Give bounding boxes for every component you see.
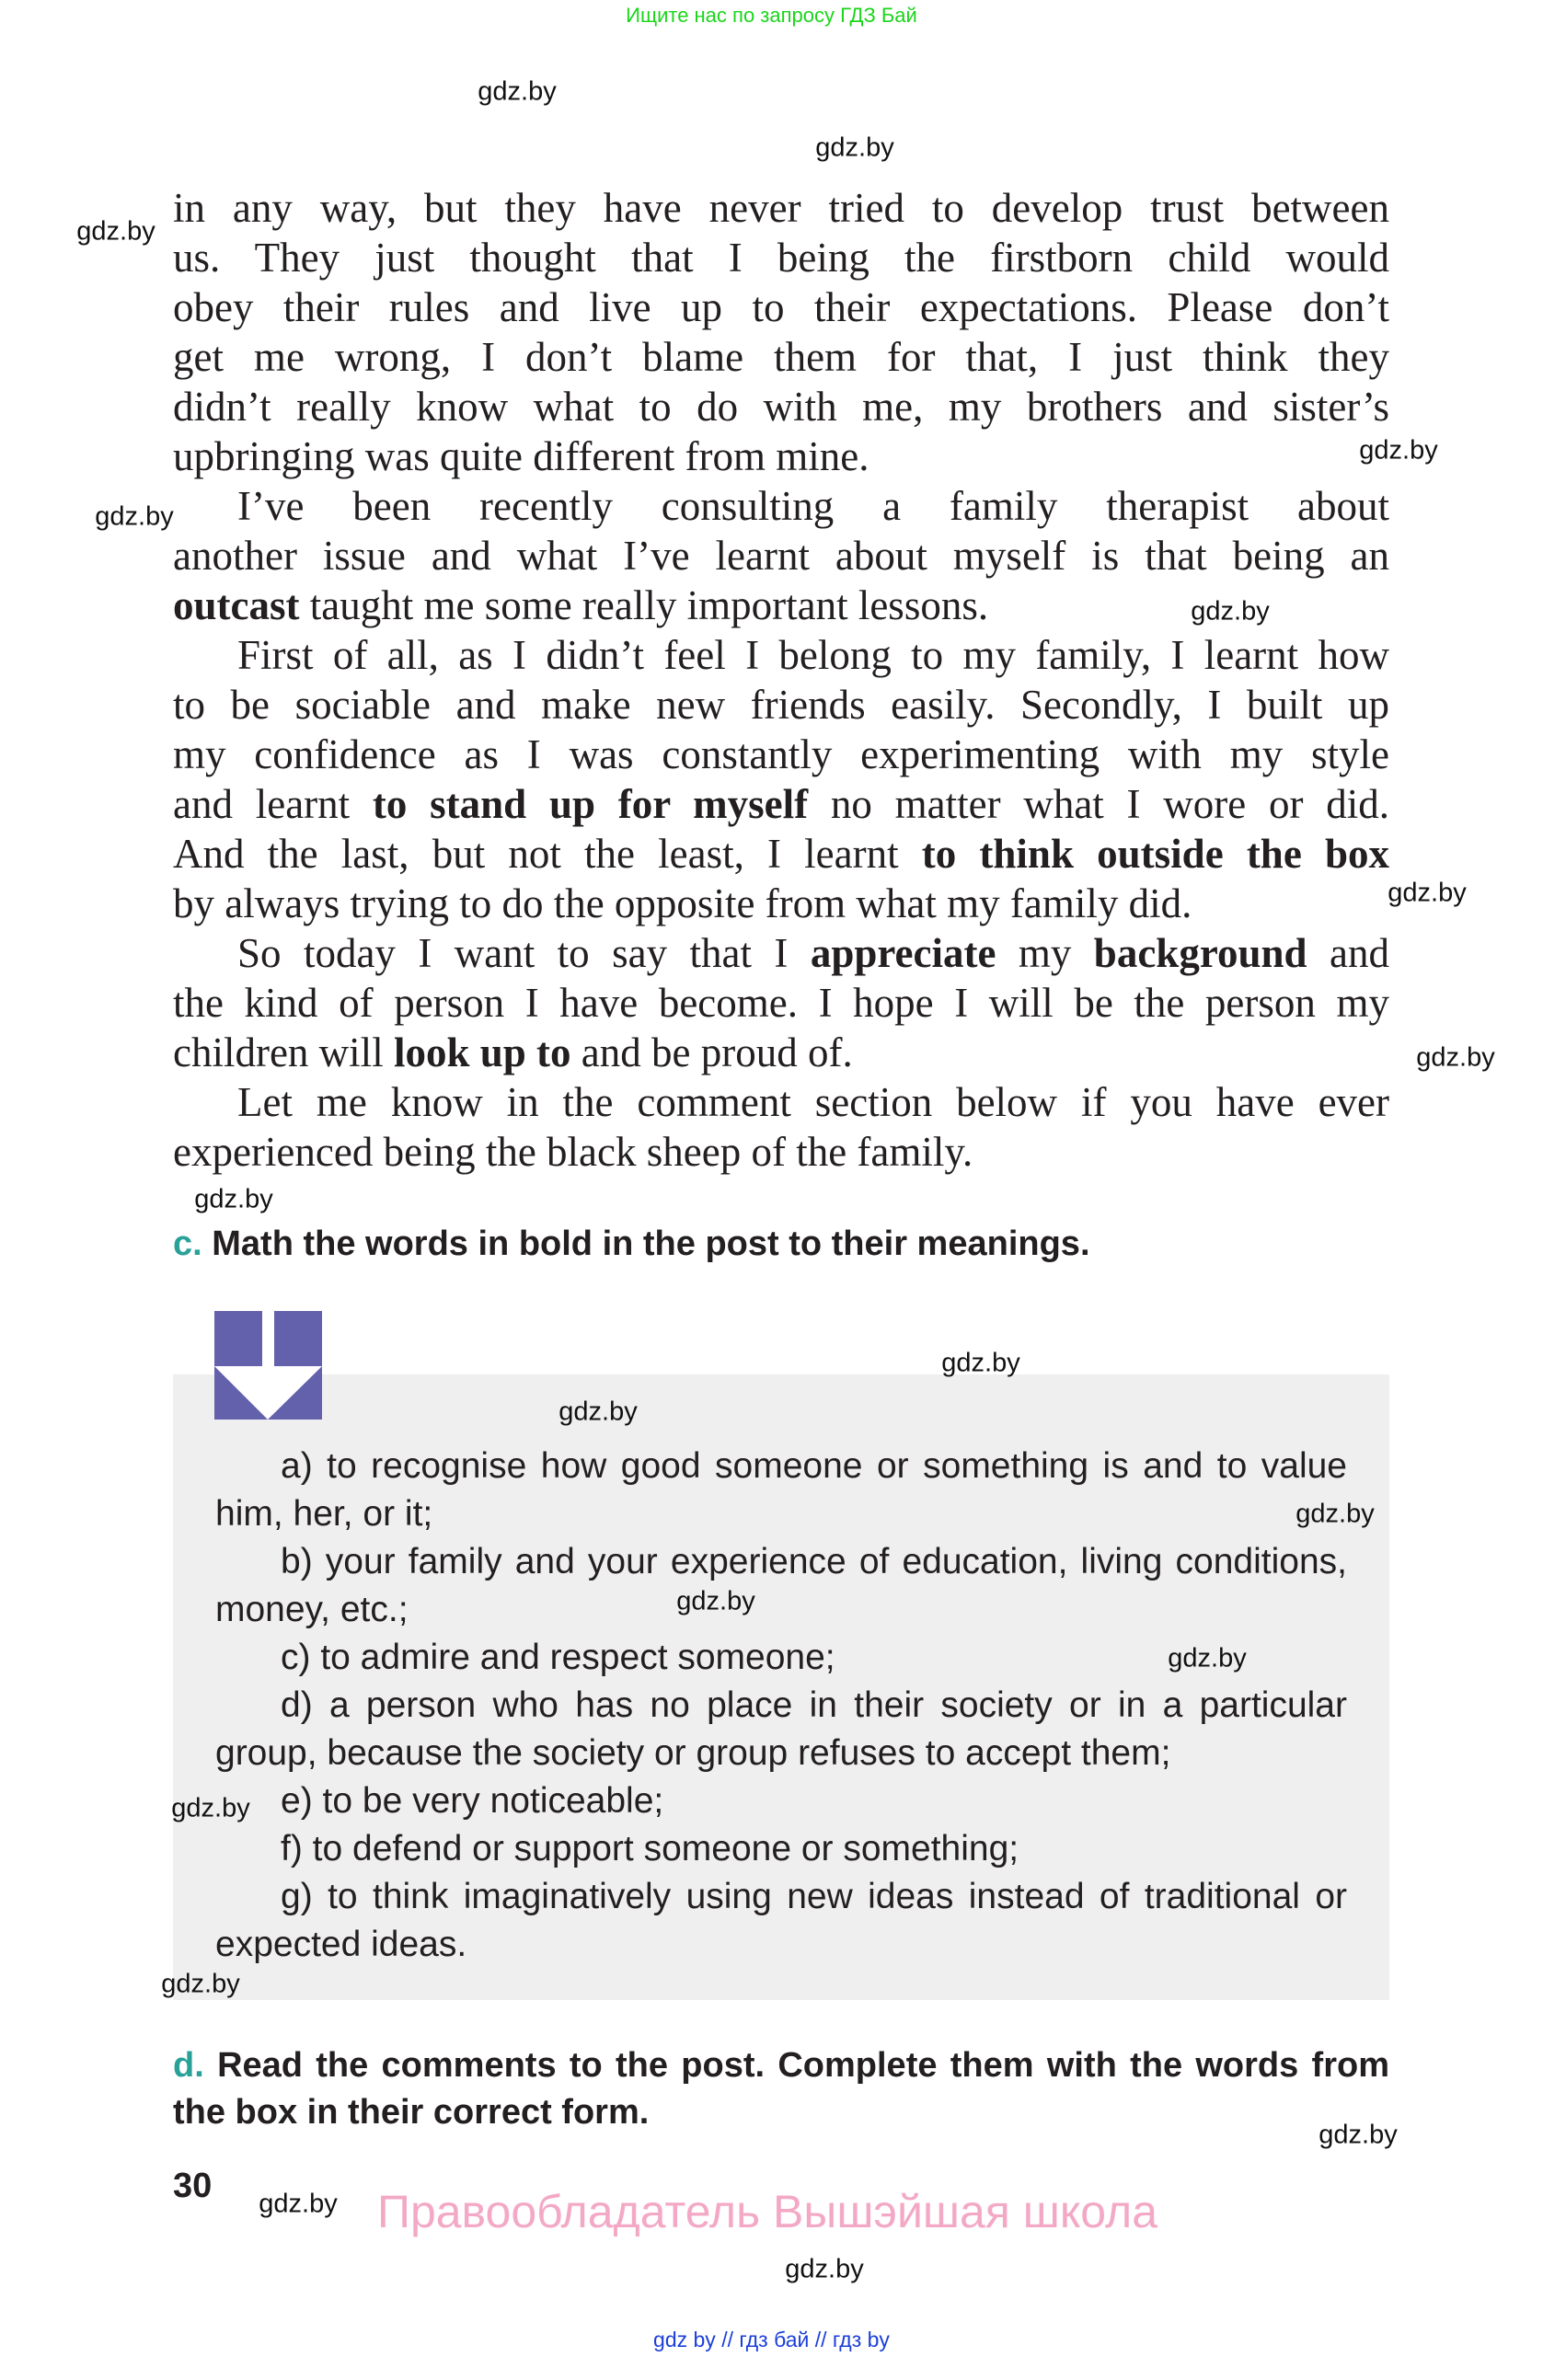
text-line bbox=[173, 928, 1389, 978]
text-line bbox=[173, 382, 1389, 431]
text-segment: and be proud of. bbox=[570, 1029, 853, 1075]
text-segment: in any way, but they have never tried to develop trust between bbox=[173, 185, 1389, 231]
text-line bbox=[173, 233, 1389, 282]
text-segment: So today I want to say that I bbox=[237, 930, 811, 976]
blog-post-text bbox=[173, 183, 1389, 1177]
gdz-watermark: gdz.by bbox=[558, 1397, 638, 1427]
text-segment: didn’t really know what to do with me, my brothers and sister’s bbox=[173, 384, 1389, 430]
text-line bbox=[173, 1127, 1389, 1177]
gdz-watermark: gdz.by bbox=[1359, 435, 1438, 466]
gdz-watermark: gdz.by bbox=[1388, 878, 1467, 908]
top-banner: Ищите нас по запросу ГДЗ Бай bbox=[626, 4, 917, 27]
text-line bbox=[173, 332, 1389, 382]
meaning-item: g) to think imaginatively using new ideas instead of traditional or expected ideas. bbox=[215, 1877, 1347, 1964]
text-segment: obey their rules and live up to their expectations. Please don’t bbox=[173, 284, 1389, 330]
text-line bbox=[173, 879, 1389, 928]
gdz-watermark: gdz.by bbox=[478, 76, 557, 107]
task-letter: d. bbox=[173, 2046, 204, 2085]
task-text: Read the comments to the post. Complete them with the words from the box in their correct form. bbox=[173, 2046, 1389, 2132]
text-line bbox=[173, 481, 1389, 531]
text-segment: And the last, but not the least, I learnt bbox=[173, 831, 922, 877]
gdz-watermark: gdz.by bbox=[1416, 1042, 1495, 1073]
gdz-watermark: gdz.by bbox=[171, 1793, 250, 1823]
down-arrow-icon bbox=[214, 1311, 322, 1420]
text-segment: Let me know in the comment section below if you have ever bbox=[237, 1079, 1389, 1125]
gdz-watermark: gdz.by bbox=[785, 2254, 864, 2284]
meaning-item: b) your family and your experience of education, living conditions, money, etc.; bbox=[215, 1542, 1347, 1629]
gdz-watermark: gdz.by bbox=[194, 1184, 273, 1214]
text-line bbox=[173, 1028, 1389, 1077]
text-line bbox=[173, 730, 1389, 779]
text-segment: children will bbox=[173, 1029, 394, 1075]
bold-term: outcast bbox=[173, 582, 300, 628]
text-segment: another issue and what I’ve learnt about myself is that being an bbox=[173, 533, 1389, 579]
text-segment: and learnt bbox=[173, 781, 373, 827]
meaning-item: f) to defend or support someone or something; bbox=[281, 1829, 1019, 1868]
text-segment: no matter what I wore or did. bbox=[808, 781, 1389, 827]
text-segment: taught me some really important lessons. bbox=[299, 582, 989, 628]
text-segment: my confidence as I was constantly experimenting with my style bbox=[173, 731, 1389, 777]
bold-term: to stand up for myself bbox=[372, 781, 809, 827]
meaning-item: e) to be very noticeable; bbox=[281, 1781, 664, 1821]
text-line bbox=[173, 1077, 1389, 1127]
bold-term: to think outside the box bbox=[921, 831, 1389, 877]
text-segment: my bbox=[996, 930, 1094, 976]
gdz-watermark: gdz.by bbox=[1168, 1643, 1247, 1673]
gdz-watermark: gdz.by bbox=[95, 501, 174, 532]
meaning-item: a) to recognise how good someone or something is and to value him, her, or it; bbox=[215, 1446, 1347, 1534]
text-segment: experienced being the black sheep of the family. bbox=[173, 1129, 973, 1175]
text-segment: upbringing was quite different from mine. bbox=[173, 433, 869, 479]
text-line bbox=[173, 680, 1389, 730]
meanings-list bbox=[215, 1443, 1347, 1969]
gdz-watermark: gdz.by bbox=[76, 216, 155, 247]
gdz-watermark: gdz.by bbox=[815, 132, 894, 163]
bold-term: background bbox=[1093, 930, 1307, 976]
bold-term: look up to bbox=[393, 1029, 571, 1075]
text-line bbox=[173, 630, 1389, 680]
gdz-watermark: gdz.by bbox=[1295, 1499, 1375, 1529]
gdz-watermark: gdz.by bbox=[161, 1969, 240, 1999]
gdz-watermark: gdz.by bbox=[259, 2189, 338, 2219]
text-segment: I’ve been recently consulting a family therapist about bbox=[237, 483, 1389, 529]
text-line bbox=[173, 978, 1389, 1028]
gdz-watermark: gdz.by bbox=[1191, 596, 1270, 627]
task-letter: c. bbox=[173, 1224, 202, 1263]
text-segment: get me wrong, I don’t blame them for that, I just think they bbox=[173, 334, 1389, 380]
text-line bbox=[173, 829, 1389, 879]
gdz-watermark: gdz.by bbox=[1318, 2120, 1398, 2150]
task-text: Math the words in bold in the post to their meanings. bbox=[212, 1224, 1090, 1263]
meaning-item: d) a person who has no place in their society or in a particular group, because the society or group refuses to accept them; bbox=[215, 1685, 1347, 1773]
text-segment: to be sociable and make new friends easily. Secondly, I built up bbox=[173, 682, 1389, 728]
text-line bbox=[173, 282, 1389, 332]
text-line bbox=[173, 779, 1389, 829]
rights-holder-watermark: Правообладатель Вышэйшая школа bbox=[377, 2186, 1157, 2237]
gdz-watermark: gdz.by bbox=[676, 1586, 755, 1616]
task-d-instruction bbox=[173, 2042, 1389, 2136]
text-line bbox=[173, 531, 1389, 581]
text-line bbox=[173, 431, 1389, 481]
text-segment: the kind of person I have become. I hope I will be the person my bbox=[173, 980, 1389, 1026]
text-segment: by always trying to do the opposite from what my family did. bbox=[173, 880, 1192, 926]
text-segment: and bbox=[1307, 930, 1389, 976]
text-line bbox=[173, 183, 1389, 233]
bold-term: appreciate bbox=[810, 930, 996, 976]
meaning-item: c) to admire and respect someone; bbox=[281, 1638, 835, 1677]
text-segment: us. They just thought that I being the firstborn child would bbox=[173, 235, 1389, 281]
bottom-links[interactable]: gdz by // гдз бай // гдз by bbox=[653, 2328, 890, 2351]
page-number: 30 bbox=[173, 2167, 213, 2205]
text-segment: First of all, as I didn’t feel I belong to my family, I learnt how bbox=[237, 632, 1389, 678]
gdz-watermark: gdz.by bbox=[941, 1348, 1020, 1378]
task-c-instruction bbox=[173, 1221, 1389, 1268]
